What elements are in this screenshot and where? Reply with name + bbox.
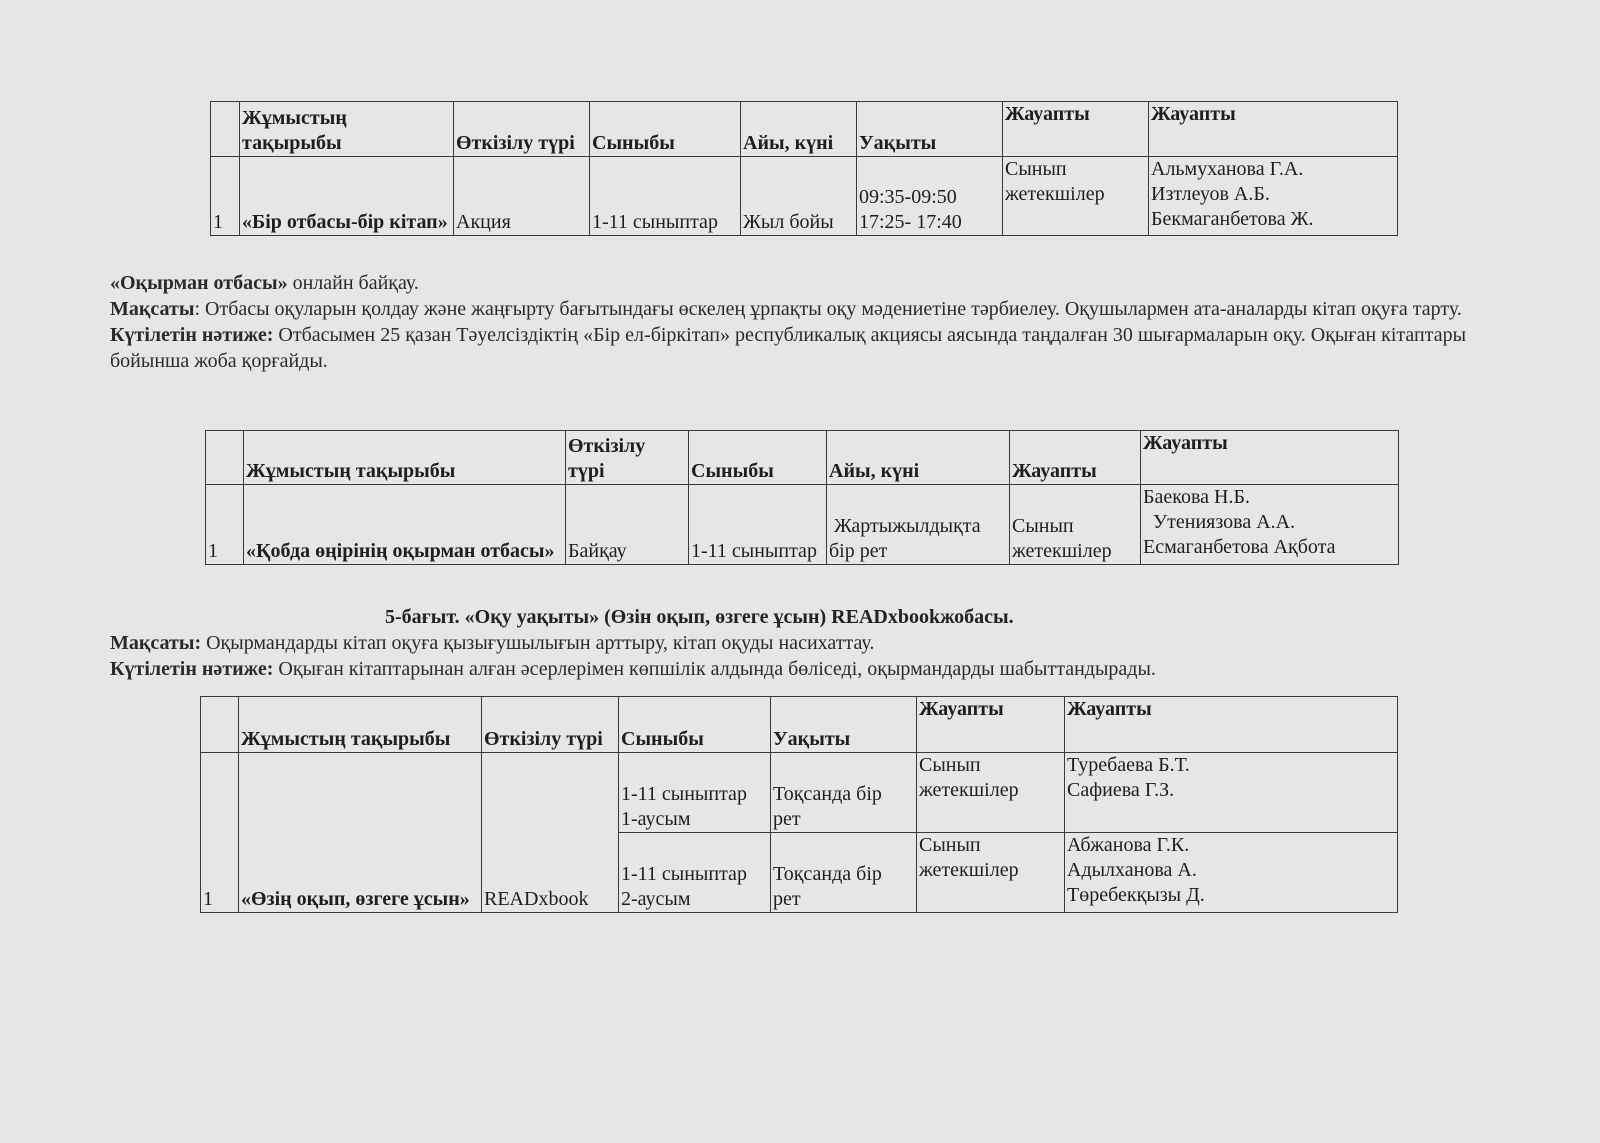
person-name: Утениязова А.А. bbox=[1143, 511, 1296, 533]
time-cell: Тоқсанда бір рет bbox=[771, 753, 917, 833]
header-cell: Уақыты bbox=[857, 102, 1003, 157]
people-cell bbox=[1065, 833, 1398, 913]
time-cell bbox=[857, 157, 1003, 236]
person-name: Төребекқызы Д. bbox=[1067, 884, 1205, 906]
person-name: Есмаганбетова Ақбота bbox=[1143, 536, 1336, 558]
header-cell: Жұмыстың тақырыбы bbox=[239, 697, 482, 753]
topic-cell: «Бір отбасы-бір кітап» bbox=[240, 157, 454, 236]
table-header-row bbox=[201, 697, 1398, 753]
table-header-row bbox=[206, 431, 1399, 485]
section1-title: «Оқырман отбасы» онлайн байқау. bbox=[110, 272, 419, 294]
time-line: 17:25- 17:40 bbox=[859, 211, 962, 233]
header-cell: Жауапты bbox=[917, 697, 1065, 753]
person-name: Изтлеуов А.Б. bbox=[1151, 183, 1270, 205]
person-name: Адылханова А. bbox=[1067, 859, 1197, 881]
grade-cell: 1-11 сыныптар 1-аусым bbox=[619, 753, 771, 833]
responsible-cell: Сынып жетекшілер bbox=[917, 753, 1065, 833]
events-table-3 bbox=[200, 696, 1398, 913]
type-cell: Байқау bbox=[566, 485, 689, 565]
header-cell: Жауапты bbox=[1065, 697, 1398, 753]
row-number: 1 bbox=[206, 485, 244, 565]
people-cell bbox=[1065, 753, 1398, 833]
grade-cell: 1-11 сыныптар 2-аусым bbox=[619, 833, 771, 913]
events-table-2 bbox=[205, 430, 1399, 565]
header-cell: Сыныбы bbox=[619, 697, 771, 753]
header-cell bbox=[201, 697, 239, 753]
header-cell: Жауапты bbox=[1141, 431, 1399, 485]
header-cell: Өткізілу түрі bbox=[482, 697, 619, 753]
section1-result: Күтілетін нәтиже: Отбасымен 25 қазан Тәуелсіздіктің «Бір ел-біркітап» республикалық акциясы аясында таңдалған 30 шығармаларын оқу. Оқыған кітаптары бойынша жоба қорғайды. bbox=[110, 324, 1467, 372]
events-table-1 bbox=[210, 101, 1398, 236]
section1-goal: Мақсаты: Отбасы оқуларын қолдау және жаңғырту бағытындағы өскелең ұрпақты оқу мәдениетіне тәрбиелеу. Оқушылармен ата-аналарды кітап оқуға тарту. bbox=[110, 298, 1462, 320]
header-cell bbox=[206, 431, 244, 485]
grade-cell: 1-11 сыныптар bbox=[689, 485, 827, 565]
row-number: 1 bbox=[211, 157, 240, 236]
header-cell: Айы, күні bbox=[741, 102, 857, 157]
date-cell: Жыл бойы bbox=[741, 157, 857, 236]
responsible-cell: Сынып жетекшілер bbox=[1010, 485, 1141, 565]
header-cell: Жұмыстың тақырыбы bbox=[240, 102, 454, 157]
header-cell: Жауапты bbox=[1149, 102, 1398, 157]
responsible-cell: Сынып жетекшілер bbox=[917, 833, 1065, 913]
header-cell bbox=[211, 102, 240, 157]
section2-heading: 5-бағыт. «Оқу уақыты» (Өзін оқып, өзгеге ұсын) READxbookжобасы. bbox=[385, 606, 1014, 628]
header-cell: Айы, күні bbox=[827, 431, 1010, 485]
table-row bbox=[201, 753, 1398, 833]
type-cell: Акция bbox=[454, 157, 590, 236]
topic-cell: «Өзің оқып, өзгеге ұсын» bbox=[239, 753, 482, 913]
header-cell: Жауапты bbox=[1003, 102, 1149, 157]
table-header-row bbox=[211, 102, 1398, 157]
section2-goal: Мақсаты: Оқырмандарды кітап оқуға қызығушылығын арттыру, кітап оқуды насихаттау. bbox=[110, 632, 875, 654]
table-row bbox=[206, 485, 1399, 565]
people-cell bbox=[1141, 485, 1399, 565]
grade-cell: 1-11 сыныптар bbox=[590, 157, 741, 236]
date-cell: Жартыжылдықта бір рет bbox=[827, 485, 1010, 565]
time-cell: Тоқсанда бір рет bbox=[771, 833, 917, 913]
responsible-cell: Сынып жетекшілер bbox=[1003, 157, 1149, 236]
person-name: Туребаева Б.Т. bbox=[1067, 754, 1190, 776]
section2-text bbox=[110, 630, 1530, 682]
people-cell bbox=[1149, 157, 1398, 236]
header-cell: Өткізілу түрі bbox=[566, 431, 689, 485]
header-cell: Уақыты bbox=[771, 697, 917, 753]
time-line: 09:35-09:50 bbox=[859, 186, 957, 208]
type-cell: READxbook bbox=[482, 753, 619, 913]
section2-result: Күтілетін нәтиже: Оқыған кітаптарынан алған әсерлерімен көпшілік алдында бөліседі, оқырмандарды шабыттандырады. bbox=[110, 658, 1156, 680]
header-cell: Сыныбы bbox=[689, 431, 827, 485]
header-cell: Жұмыстың тақырыбы bbox=[244, 431, 566, 485]
person-name: Бекмаганбетова Ж. bbox=[1151, 208, 1314, 230]
topic-cell: «Қобда өңірінің оқырман отбасы» bbox=[244, 485, 566, 565]
header-cell: Сыныбы bbox=[590, 102, 741, 157]
person-name: Абжанова Г.К. bbox=[1067, 834, 1190, 856]
header-cell: Өткізілу түрі bbox=[454, 102, 590, 157]
section1-text bbox=[110, 270, 1530, 374]
person-name: Альмуханова Г.А. bbox=[1151, 158, 1304, 180]
header-cell: Жауапты bbox=[1010, 431, 1141, 485]
person-name: Сафиева Г.З. bbox=[1067, 779, 1175, 801]
table-row bbox=[211, 157, 1398, 236]
person-name: Баекова Н.Б. bbox=[1143, 486, 1250, 508]
row-number: 1 bbox=[201, 753, 239, 913]
